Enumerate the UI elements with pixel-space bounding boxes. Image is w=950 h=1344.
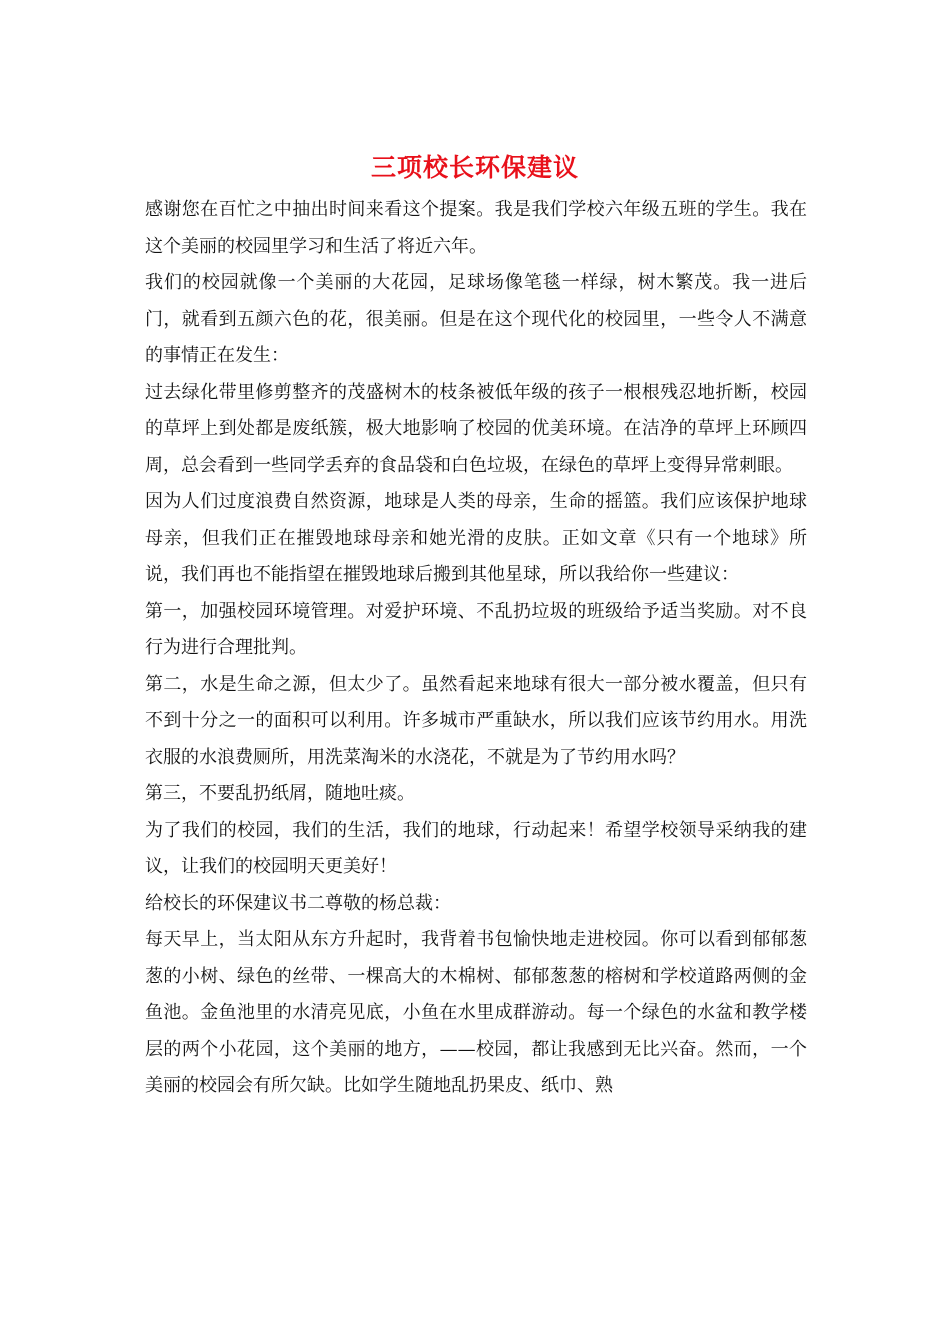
document-body <box>145 192 807 1105</box>
paragraph-10: 每天早上，当太阳从东方升起时，我背着书包愉快地走进校园。你可以看到郁郁葱葱的小树、绿色的丝带、一棵高大的木棉树、郁郁葱葱的榕树和学校道路两侧的金鱼池。金鱼池里的水清亮见底，小鱼在水里成群游动。每一个绿色的水盆和教学楼层的两个小花园，这个美丽的地方，——校园，都让我感到无比兴奋。然而，一个美丽的校园会有所欠缺。比如学生随地乱扔果皮、纸巾、熟 <box>145 929 807 1096</box>
paragraph-6: 第二，水是生命之源，但太少了。虽然看起来地球有很大一部分被水覆盖，但只有不到十分之一的面积可以利用。许多城市严重缺水，所以我们应该节约用水。用洗衣服的水浪费厕所，用洗菜淘米的水浇花，不就是为了节约用水吗？ <box>145 673 807 768</box>
paragraph-5: 第一，加强校园环境管理。对爱护环境、不乱扔垃圾的班级给予适当奖励。对不良行为进行合理批判。 <box>145 600 807 658</box>
paragraph-1: 感谢您在百忙之中抽出时间来看这个提案。我是我们学校六年级五班的学生。我在这个美丽的校园里学习和生活了将近六年。 <box>145 199 807 257</box>
paragraph-3: 过去绿化带里修剪整齐的茂盛树木的枝条被低年级的孩子一根根残忍地折断，校园的草坪上到处都是废纸簇，极大地影响了校园的优美环境。在洁净的草坪上环顾四周，总会看到一些同学丢弃的食品袋和白色垃圾，在绿色的草坪上变得异常刺眼。 <box>145 381 807 476</box>
paragraph-9: 给校长的环保建议书二尊敬的杨总裁： <box>145 892 451 914</box>
paragraph-8: 为了我们的校园，我们的生活，我们的地球，行动起来！希望学校领导采纳我的建议，让我们的校园明天更美好！ <box>145 819 807 877</box>
document-title: 三项校长环保建议 <box>370 153 579 182</box>
paragraph-4: 因为人们过度浪费自然资源，地球是人类的母亲，生命的摇篮。我们应该保护地球母亲，但我们正在摧毁地球母亲和她光滑的皮肤。正如文章《只有一个地球》所说，我们再也不能指望在摧毁地球后搬到其他星球，所以我给你一些建议： <box>145 491 807 585</box>
paragraph-2: 我们的校园就像一个美丽的大花园，足球场像笔毯一样绿，树木繁茂。我一进后门，就看到五颜六色的花，很美丽。但是在这个现代化的校园里，一些令人不满意的事情正在发生： <box>145 272 807 366</box>
paragraph-7: 第三，不要乱扔纸屑，随地吐痰。 <box>145 783 415 804</box>
